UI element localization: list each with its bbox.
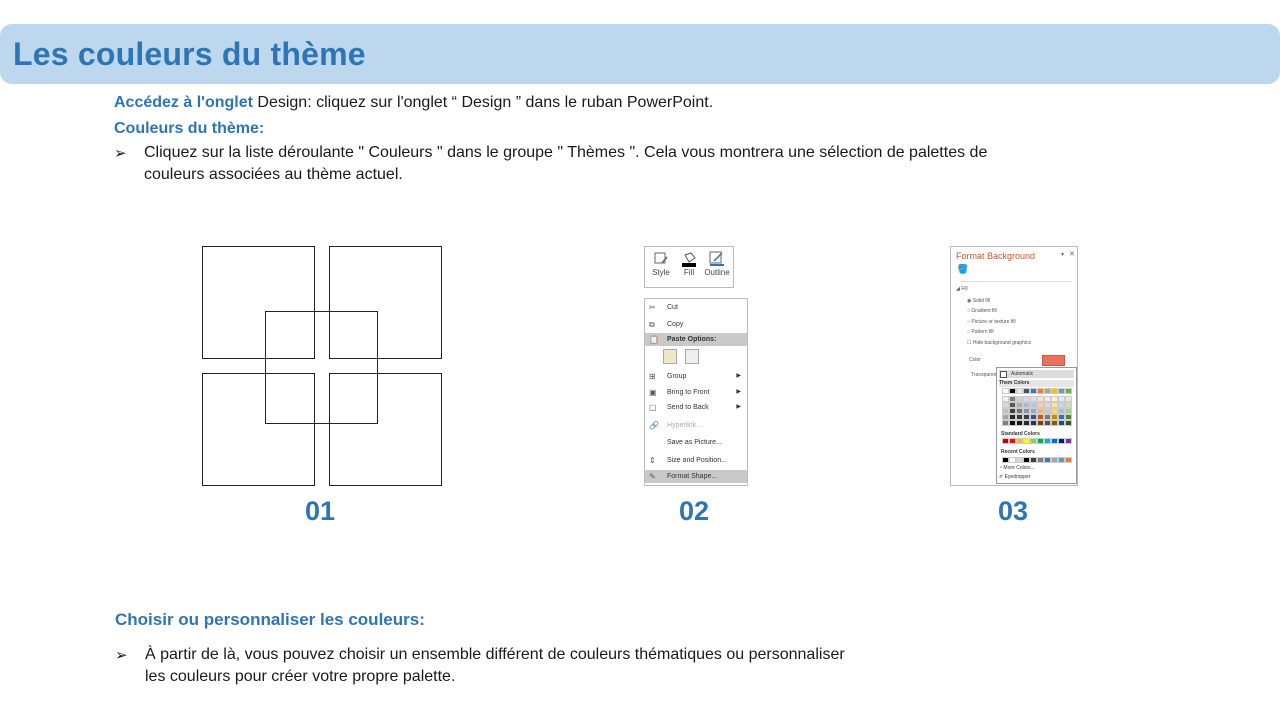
eyedropper-icon: ✐: [999, 474, 1004, 480]
theme-color-swatch[interactable]: [1010, 389, 1015, 393]
access-text: Design: cliquez sur l'onglet “ Design ” dans le ruban PowerPoint.: [252, 94, 714, 111]
menu-item-cut[interactable]: [645, 301, 747, 314]
theme-shade-swatch[interactable]: [1045, 397, 1050, 401]
figure-3-number: 03: [998, 496, 1029, 526]
theme-shade-swatch[interactable]: [1010, 421, 1015, 425]
theme-shade-swatch[interactable]: [1059, 415, 1064, 419]
menu-item-send-to-back[interactable]: [645, 401, 747, 414]
theme-color-swatch[interactable]: [1059, 389, 1064, 393]
standard-color-swatch[interactable]: [1031, 439, 1036, 443]
theme-shade-swatch[interactable]: [1017, 415, 1022, 419]
fill-bucket-icon: [681, 251, 697, 267]
menu-item-save-as-picture[interactable]: [645, 436, 747, 449]
choose-line1: À partir de là, vous pouvez choisir un ensemble différent de couleurs thématiques ou personnaliser: [145, 646, 845, 663]
color-label: Color: [969, 357, 981, 363]
theme-shade-swatch[interactable]: [1010, 415, 1015, 419]
gradient-fill-label: Gradient fill: [971, 308, 997, 314]
gradient-fill-radio[interactable]: ○ Gradient fill: [967, 308, 997, 314]
theme-shade-swatch[interactable]: [1066, 415, 1071, 419]
picture-texture-fill-radio[interactable]: ○ Picture or texture fill: [967, 319, 1016, 325]
menu-label-size-and-position: Size and Position...: [667, 457, 727, 464]
figure-2-number: 02: [679, 496, 710, 526]
theme-shade-swatch[interactable]: [1010, 409, 1015, 413]
theme-shade-swatch[interactable]: [1031, 415, 1036, 419]
theme-shade-swatch[interactable]: [1010, 397, 1015, 401]
title-bar: [0, 24, 1280, 84]
bring-to-front-icon: ▣: [649, 388, 657, 397]
arrow-bullet-icon: ➢: [114, 145, 127, 162]
color-picker-button[interactable]: [1042, 355, 1065, 366]
theme-shade-swatch[interactable]: [1066, 409, 1071, 413]
solid-fill-label: Solid fill: [972, 298, 990, 304]
divider: [961, 281, 1071, 282]
square-center: [265, 311, 378, 424]
menu-label-format-shape: Format Shape...: [667, 473, 718, 480]
theme-shade-swatch[interactable]: [1003, 397, 1008, 401]
theme-shade-swatch[interactable]: [1045, 409, 1050, 413]
theme-color-swatch[interactable]: [1045, 389, 1050, 393]
recent-colors-heading: Recent Colors: [1001, 449, 1035, 455]
access-line: [114, 94, 713, 112]
theme-shade-swatch[interactable]: [1024, 415, 1029, 419]
style-icon: [653, 251, 669, 267]
theme-shade-swatch[interactable]: [1059, 409, 1064, 413]
eyedropper-label: Eyedropper: [1004, 474, 1031, 480]
figure-1-number: 01: [305, 496, 336, 526]
theme-shade-swatch[interactable]: [1038, 403, 1043, 407]
style-button[interactable]: [647, 247, 675, 277]
fill-section-label: Fill: [961, 286, 968, 292]
theme-color-grid: [999, 389, 1075, 429]
outline-button[interactable]: [703, 247, 731, 277]
theme-shade-swatch[interactable]: [1038, 409, 1043, 413]
theme-colors-heading: Them Colors: [999, 380, 1074, 387]
paste-picture-icon[interactable]: [685, 349, 699, 364]
menu-label-group: Group: [667, 373, 687, 380]
recent-color-swatch[interactable]: [1017, 458, 1022, 462]
theme-shade-swatch[interactable]: [1059, 397, 1064, 401]
theme-shade-swatch[interactable]: [1052, 421, 1057, 425]
context-menu: [644, 298, 748, 486]
menu-paste-options-header: [645, 333, 747, 346]
pane-title: Format Background: [956, 251, 1036, 261]
theme-shade-swatch[interactable]: [1059, 421, 1064, 425]
theme-shade-swatch[interactable]: [1010, 403, 1015, 407]
theme-shade-swatch[interactable]: [1052, 403, 1057, 407]
fill-label: Fill: [683, 268, 695, 277]
send-to-back-icon: ▢: [649, 403, 657, 412]
menu-label-copy: Copy: [667, 321, 684, 328]
recent-color-swatch[interactable]: [1059, 458, 1064, 462]
theme-shade-swatch[interactable]: [1052, 397, 1057, 401]
menu-label-save-as-picture: Save as Picture...: [667, 439, 722, 446]
format-shape-icon: ✎: [649, 472, 656, 481]
pane-dropdown-icon[interactable]: ▾: [1061, 252, 1065, 258]
theme-shade-swatch[interactable]: [1031, 409, 1036, 413]
theme-color-swatch[interactable]: [1038, 389, 1043, 393]
standard-color-row: [999, 439, 1075, 444]
style-label: Style: [652, 268, 670, 277]
menu-item-copy[interactable]: [645, 318, 747, 331]
paste-icon: 📋: [649, 335, 659, 344]
choose-heading: Choisir ou personnaliser les couleurs:: [115, 610, 425, 629]
standard-color-swatch[interactable]: [1024, 439, 1029, 443]
more-colors-option[interactable]: [999, 465, 1035, 471]
menu-label-send-to-back: Send to Back: [667, 404, 709, 411]
recent-color-swatch[interactable]: [1010, 458, 1015, 462]
theme-shade-swatch[interactable]: [1003, 421, 1008, 425]
group-icon: ⊞: [649, 372, 656, 381]
outline-pen-icon: [709, 251, 725, 267]
theme-color-swatch[interactable]: [1052, 389, 1057, 393]
picture-texture-fill-label: Picture or texture fill: [971, 319, 1016, 325]
recent-color-swatch[interactable]: [1052, 458, 1057, 462]
recent-color-row: [999, 458, 1075, 463]
theme-shade-swatch[interactable]: [1017, 409, 1022, 413]
close-icon[interactable]: ✕: [1069, 251, 1075, 258]
paste-option-buttons: [663, 349, 703, 365]
hyperlink-icon: 🔗: [649, 421, 659, 430]
theme-shade-swatch[interactable]: [1024, 403, 1029, 407]
recent-color-swatch[interactable]: [1031, 458, 1036, 462]
fill-section-header[interactable]: ◢ Fill: [956, 286, 968, 292]
menu-item-size-and-position[interactable]: [645, 454, 747, 467]
theme-shade-swatch[interactable]: [1038, 421, 1043, 425]
theme-shade-swatch[interactable]: [1003, 403, 1008, 407]
color-wheel-icon: ◔: [999, 465, 1003, 471]
theme-colors-heading: Couleurs du thème:: [114, 120, 265, 137]
standard-color-swatch[interactable]: [1045, 439, 1050, 443]
theme-shade-swatch[interactable]: [1003, 415, 1008, 419]
standard-color-swatch[interactable]: [1010, 439, 1015, 443]
transparency-label: Transparen: [971, 372, 997, 378]
choose-line2: les couleurs pour créer votre propre palette.: [145, 668, 456, 685]
theme-shade-swatch[interactable]: [1031, 403, 1036, 407]
theme-shade-swatch[interactable]: [1038, 415, 1043, 419]
menu-item-format-shape[interactable]: [645, 470, 747, 483]
menu-item-bring-to-front[interactable]: [645, 386, 747, 399]
theme-shade-swatch[interactable]: [1045, 415, 1050, 419]
menu-item-group[interactable]: [645, 370, 747, 383]
theme-shade-swatch[interactable]: [1045, 403, 1050, 407]
theme-color-swatch[interactable]: [1024, 389, 1029, 393]
theme-shade-swatch[interactable]: [1024, 397, 1029, 401]
standard-color-swatch[interactable]: [1038, 439, 1043, 443]
color-palette-dropdown: [996, 367, 1077, 484]
automatic-swatch: [1000, 371, 1007, 378]
theme-color-swatch[interactable]: [1017, 389, 1022, 393]
recent-color-swatch[interactable]: [1066, 458, 1071, 462]
theme-shade-swatch[interactable]: [1038, 397, 1043, 401]
theme-shade-swatch[interactable]: [1024, 409, 1029, 413]
menu-label-hyperlink: Hyperlink...: [667, 422, 703, 429]
menu-item-hyperlink[interactable]: [645, 419, 747, 432]
fill-bucket-icon[interactable]: 🪣: [957, 264, 969, 274]
theme-shade-swatch[interactable]: [1031, 421, 1036, 425]
theme-color-swatch[interactable]: [1066, 389, 1071, 393]
theme-shade-swatch[interactable]: [1017, 403, 1022, 407]
theme-shade-swatch[interactable]: [1045, 421, 1050, 425]
pattern-fill-radio[interactable]: ○ Pattern fill: [967, 329, 994, 335]
theme-shade-swatch[interactable]: [1017, 421, 1022, 425]
access-label: Accédez à l'onglet: [114, 94, 253, 111]
solid-fill-radio[interactable]: ◉ Solid fill: [967, 298, 990, 304]
theme-color-swatch[interactable]: [1003, 389, 1008, 393]
standard-color-swatch[interactable]: [1003, 439, 1008, 443]
theme-shade-swatch[interactable]: [1066, 403, 1071, 407]
recent-color-swatch[interactable]: [1045, 458, 1050, 462]
theme-shade-swatch[interactable]: [1003, 409, 1008, 413]
recent-color-swatch[interactable]: [1038, 458, 1043, 462]
size-position-icon: ⇕: [649, 456, 656, 465]
menu-label-paste-options: Paste Options:: [667, 336, 717, 343]
paste-keep-formatting-icon[interactable]: [663, 349, 677, 364]
slide-title: Les couleurs du thème: [13, 36, 366, 72]
outline-label: Outline: [704, 268, 730, 277]
fill-button[interactable]: [675, 247, 703, 277]
theme-color-swatch[interactable]: [1031, 389, 1036, 393]
menu-label-cut: Cut: [667, 304, 678, 311]
pattern-fill-label: Pattern fill: [971, 329, 994, 335]
eyedropper-option[interactable]: [999, 474, 1030, 480]
theme-shade-swatch[interactable]: [1017, 397, 1022, 401]
theme-shade-swatch[interactable]: [1052, 415, 1057, 419]
recent-color-swatch[interactable]: [1003, 458, 1008, 462]
hide-background-checkbox[interactable]: ☐ Hide background graphics: [967, 340, 1031, 346]
theme-shade-swatch[interactable]: [1059, 403, 1064, 407]
standard-colors-heading: Standard Colors: [1001, 431, 1040, 437]
theme-shade-swatch[interactable]: [1066, 397, 1071, 401]
theme-shade-swatch[interactable]: [1031, 397, 1036, 401]
scissors-icon: ✂: [649, 303, 656, 312]
theme-shade-swatch[interactable]: [1052, 409, 1057, 413]
arrow-bullet-icon: ➢: [115, 647, 128, 664]
submenu-arrow-icon: ▶: [736, 373, 741, 379]
copy-icon: ⧉: [649, 320, 655, 329]
standard-color-swatch[interactable]: [1017, 439, 1022, 443]
standard-color-swatch[interactable]: [1066, 439, 1071, 443]
theme-shade-swatch[interactable]: [1024, 421, 1029, 425]
submenu-arrow-icon: ▶: [736, 389, 741, 395]
submenu-arrow-icon: ▶: [736, 404, 741, 410]
more-colors-label: More Colors...: [1003, 465, 1035, 471]
recent-color-swatch[interactable]: [1024, 458, 1029, 462]
bullet1-line2: couleurs associées au thème actuel.: [144, 166, 403, 183]
standard-color-swatch[interactable]: [1059, 439, 1064, 443]
format-toolbar: [644, 246, 734, 288]
hide-background-label: Hide background graphics: [972, 340, 1031, 346]
theme-shade-swatch[interactable]: [1066, 421, 1071, 425]
automatic-option[interactable]: [999, 370, 1074, 378]
automatic-label: Automatic: [1011, 371, 1034, 377]
bullet1-line1: Cliquez sur la liste déroulante " Couleurs " dans le groupe " Thèmes ". Cela vous montrera une sélection de palettes de: [144, 144, 988, 161]
standard-color-swatch[interactable]: [1052, 439, 1057, 443]
menu-label-bring-to-front: Bring to Front: [667, 389, 710, 396]
